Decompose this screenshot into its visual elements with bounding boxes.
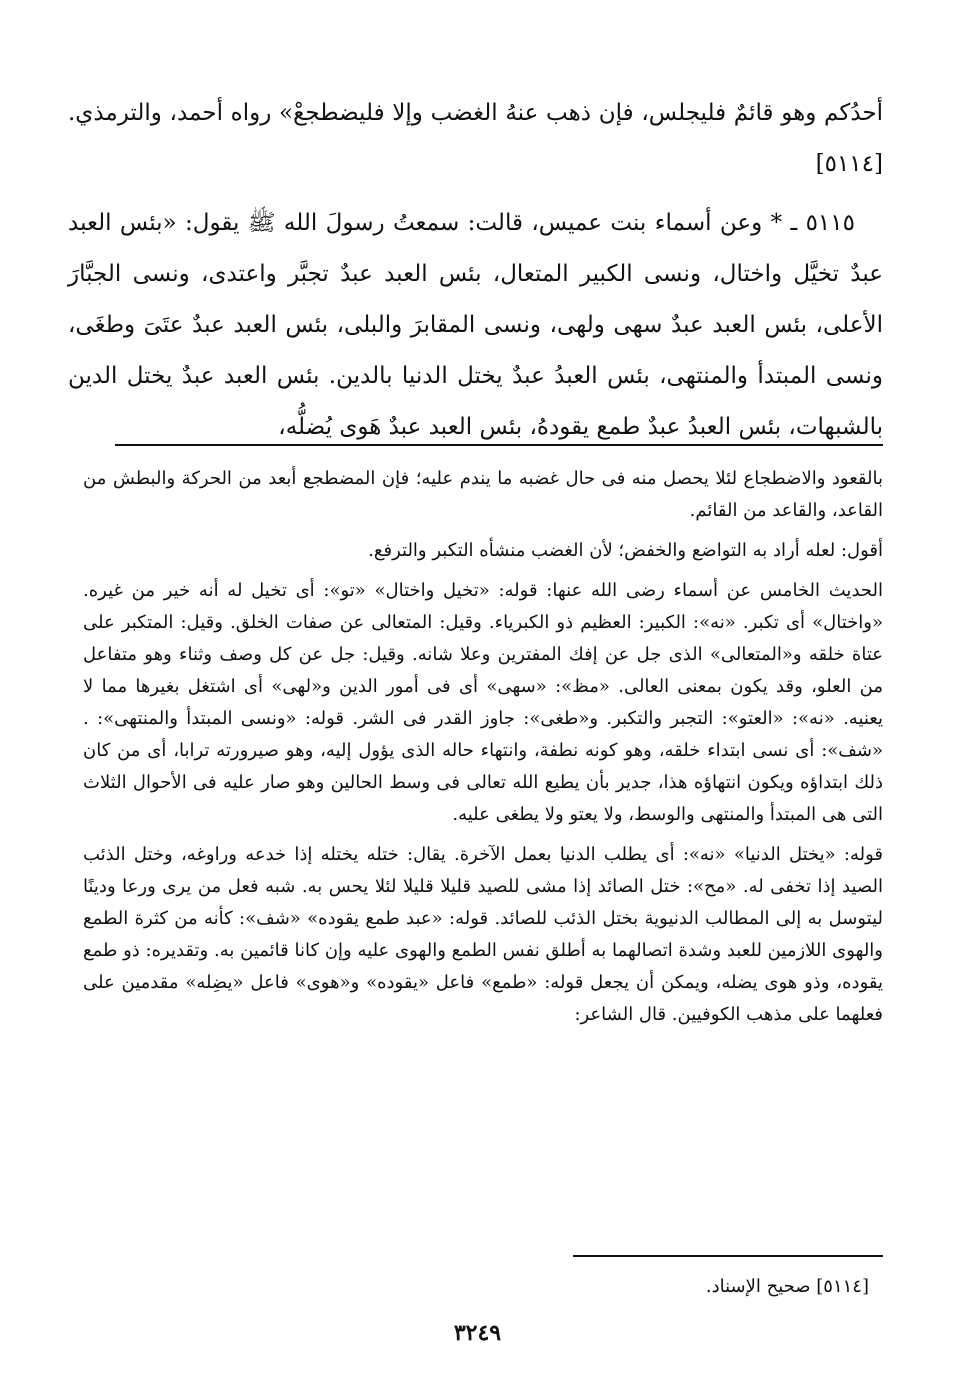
hadith-paragraph: أحدُكم وهو قائمٌ فليجلس، فإن ذهب عنهُ الغضب وإلا فليضطجعْ» رواه أحمد، والترمذي. [٥١١٤] [68, 100, 883, 177]
page-number: ٣٢٤٩ [453, 1320, 502, 1346]
separator-rule [115, 444, 883, 446]
commentary-text [83, 463, 883, 1039]
commentary-paragraph: قوله: «يختل الدنيا» «نه»: أى يطلب الدنيا بعمل الآخرة. يقال: ختله يختله إذا خدعه وراوغه، وختل الذئب الصيد إذا تخفى له. «مح»: ختل الصائد إذا مشى للصيد قليلا قليلا لئلا يحس به. شبه فعل من يرى ورعا ودينًا ليتوسل به إلى المطالب الدنيوية بختل الذئب للصائد. قوله: «عبد طمع يقوده» «شف»: كأنه من كثرة الطمع والهوى اللازمين للعبد وشدة اتصالهما به أطلق نفس الطمع والهوى عليه وإن كانا قائمين به. وتقديره: ذو طمع يقوده، وذو هوى يضله، ويمكن أن يجعل قوله: «طمع» فاعل «يقوده» و«هوى» فاعل «يضِله» مقدمين على فعلهما على مذهب الكوفيين. قال الشاعر: [83, 844, 883, 1025]
commentary-paragraph: الحديث الخامس عن أسماء رضى الله عنها: قوله: «تخيل واختال» «تو»: أى تخيل له أنه خير من غيره. «واختال» أى تكبر. «نه»: الكبير: العظيم ذو الكبرياء. وقيل: المتعالى عن صفات الخلق. وقيل: المتكبر على عتاة خلقه و«المتعالى» الذى جل عن إفك المفترين وعلا شانه. وقيل: جل عن كل وصف وثناء وهو متفاعل من العلو، وقد يكون بمعنى العالى. «مظ»: «سهى» أى فى أمور الدين و«لهى» أى اشتغل بغيرها مما لا يعنيه. «نه»: «العتو»: التجبر والتكبر. و«طغى»: جاوز القدر فى الشر. قوله: «ونسى المبتدأ والمنتهى»: . «شف»: أى نسى ابتداء خلقه، وهو كونه نطفة، وانتهاء حاله الذى يؤول إليه، وهو صيرورته ترابا، أى من كان ذلك ابتداؤه ويكون انتهاؤه هذا، جدير بأن يطيع الله تعالى فى وسط الحالين وهو صار عليه فى الأحوال الثلاث التى هى المبتدأ والمنتهى والوسط، ولا يعتو ولا يطغى عليه. [83, 580, 884, 825]
hadith-paragraph: ٥١١٥ ـ * وعن أسماء بنت عميس، قالت: سمعتُ رسولَ الله ﷺ يقول: «بئس العبد عبدٌ تخيَّل واختال، ونسى الكبير المتعال، بئس العبد عبدٌ تجبَّر واعتدى، ونسى الجبَّارَ الأعلى، بئس العبد عبدٌ سهى ولهى، ونسى المقابرَ والبلى، بئس العبد عبدٌ عتَىَ وطغَى، ونسى المبتدأ والمنتهى، بئس العبدُ عبدٌ يختل الدنيا بالدين. بئس العبد عبدٌ يختل الدين بالشبهات، بئس العبدُ عبدٌ طمع يقودهُ، بئس العبد عبدٌ هَوى يُضلُّه، [68, 210, 883, 440]
commentary-paragraph: بالقعود والاضطجاع لئلا يحصل منه فى حال غضبه ما يندم عليه؛ فإن المضطجع أبعد من الحركة والبطش من القاعد، والقاعد من القائم. [83, 468, 883, 521]
footnote: [٥١١٤] صحيح الإسناد. [705, 1276, 869, 1297]
hadith-text [68, 88, 883, 453]
footnote-separator [573, 1255, 883, 1257]
commentary-paragraph: أقول: لعله أراد به التواضع والخفض؛ لأن الغضب منشأه التكبر والترفع. [368, 540, 883, 561]
